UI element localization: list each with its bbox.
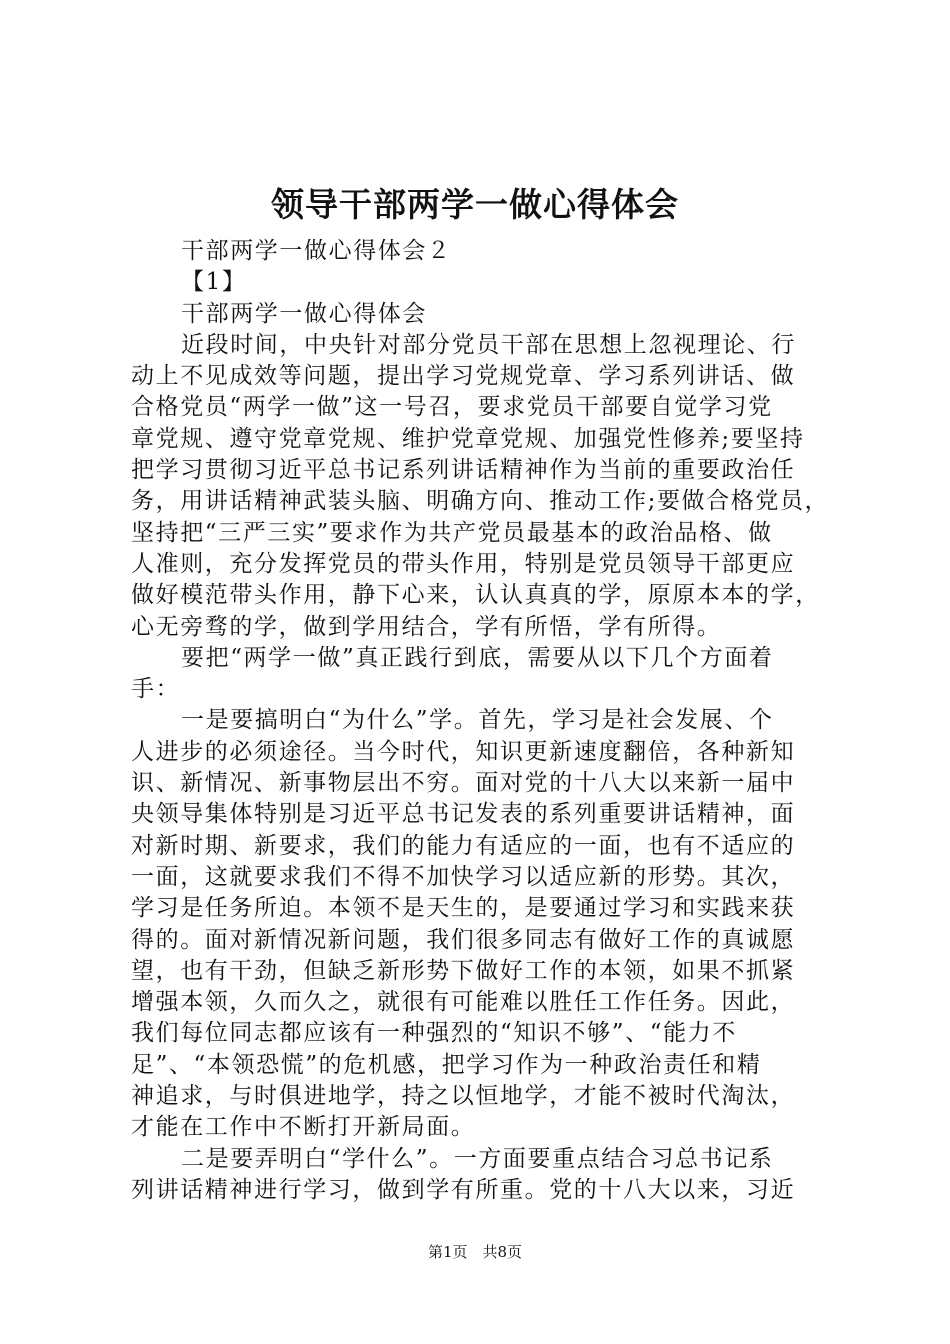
text-line: 要把“两学一做”真正践行到底，需要从以下几个方面着 — [181, 644, 774, 671]
text-line: 手： — [131, 676, 181, 703]
text-line: 干部两学一做心得体会２ — [181, 238, 452, 264]
text-line: 人进步的必须途径。当今时代，知识更新速度翻倍，各种新知 — [131, 738, 796, 765]
text-line: 近段时间，中央针对部分党员干部在思想上忽视理论、行 — [181, 331, 796, 358]
text-line: 才能在工作中不断打开新局面。 — [131, 1114, 476, 1141]
text-line: 列讲话精神进行学习，做到学有所重。党的十八大以来，习近 — [131, 1176, 796, 1203]
text-line: 我们每位同志都应该有一种强烈的“知识不够”、“能力不 — [131, 1020, 737, 1047]
text-line: 心无旁骛的学，做到学用结合，学有所悟，学有所得。 — [131, 613, 722, 640]
text-line: 人准则，充分发挥党员的带头作用，特别是党员领导干部更应 — [131, 550, 796, 577]
text-line: 动上不见成效等问题，提出学习党规党章、学习系列讲话、做 — [131, 363, 796, 390]
text-line: 干部两学一做心得体会 — [181, 300, 427, 327]
text-line: 合格党员“两学一做”这一号召，要求党员干部要自觉学习党 — [131, 394, 773, 421]
text-line: 一是要搞明白“为什么”学。首先，学习是社会发展、个 — [181, 707, 774, 734]
text-line: 把学习贯彻习近平总书记系列讲话精神作为当前的重要政治任 — [131, 457, 796, 484]
text-line: 一面，这就要求我们不得不加快学习以适应新的形势。其次， — [131, 863, 796, 890]
text-line: 神追求，与时俱进地学，持之以恒地学，才能不被时代淘汰， — [131, 1083, 796, 1110]
text-line: 学习是任务所迫。本领不是天生的，是要通过学习和实践来获 — [131, 895, 796, 922]
text-line: 增强本领，久而久之，就很有可能难以胜任工作任务。因此， — [131, 989, 796, 1016]
document-title: 领导干部两学一做心得体会 — [271, 185, 679, 224]
text-line: 做好模范带头作用，静下心来，认认真真的学，原原本本的学， — [131, 582, 820, 609]
text-line: 得的。面对新情况新问题，我们很多同志有做好工作的真诚愿 — [131, 926, 796, 953]
text-line: 二是要弄明白“学什么”。一方面要重点结合习总书记系 — [181, 1145, 774, 1172]
text-line: 望，也有干劲，但缺乏新形势下做好工作的本领，如果不抓紧 — [131, 957, 796, 984]
text-line: 务，用讲话精神武装头脑、明确方向、推动工作;要做合格党员， — [131, 488, 830, 515]
text-line: 识、新情况、新事物层出不穷。面对党的十八大以来新一届中 — [131, 770, 796, 797]
text-line: 央领导集体特别是习近平总书记发表的系列重要讲话精神，面 — [131, 801, 796, 828]
text-line: 坚持把“三严三实”要求作为共产党员最基本的政治品格、做 — [131, 519, 773, 546]
text-line: 【1】 — [181, 269, 247, 296]
text-line: 章党规、遵守党章党规、维护党章党规、加强党性修养;要坚持 — [131, 425, 805, 452]
document-body — [131, 236, 831, 1206]
page-footer: 第1页 共8页 — [427, 1243, 523, 1261]
text-line: 足”、“本领恐慌”的危机感，把学习作为一种政治责任和精 — [131, 1051, 762, 1078]
text-line: 对新时期、新要求，我们的能力有适应的一面，也有不适应的 — [131, 832, 796, 859]
